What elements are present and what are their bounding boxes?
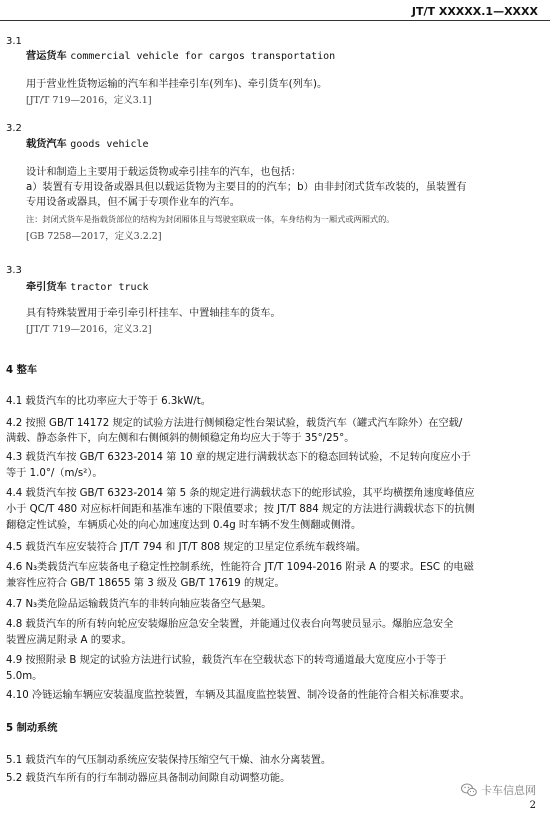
definition-text: a）装置有专用设备或器具但以载运货物为主要目的的汽车；b）由非封闭式货车改装的，虽装置有	[26, 182, 467, 193]
clause-line: 4.10 冷链运输车辆应安装温度监控装置，车辆及其温度监控装置、制冷设备的性能符合相关标准要求。	[6, 690, 470, 701]
definition-text: 设计和制造上主要用于载运货物或牵引挂车的汽车，也包括：	[26, 167, 302, 178]
clause-line: 小于 QC/T 480 对应标杆间距和基准车速的下限值要求；按 JT/T 884 规定的方法进行满载状态下的抗侧	[6, 504, 475, 515]
section-heading: 5 制动系统	[6, 723, 58, 734]
clause-line: 4.2 按照 GB/T 14172 规定的试验方法进行侧倾稳定性台架试验，载货汽车（罐式汽车除外）在空载/	[6, 418, 463, 429]
section-heading: 4 整车	[6, 365, 38, 376]
clause-line: 4.8 载货汽车的所有转向轮应安装爆胎应急安全装置，并能通过仪表台向驾驶员显示。爆胎应急安全	[6, 619, 454, 630]
definition-term	[26, 50, 335, 64]
clause-line: 4.9 按照附录 B 规定的试验方法进行试验，载货汽车在空载状态下的转弯通道最大宽度应小于等于	[6, 655, 447, 666]
clause-line: 4.4 载货汽车按 GB/T 6323-2014 第 5 条的规定进行满载状态下的蛇形试验，其平均横摆角速度峰值应	[6, 488, 475, 499]
clause-line: 等于 1.0°/（m/s²）。	[6, 468, 103, 479]
term-chinese: 营运货车	[26, 51, 67, 62]
wechat-icon	[461, 783, 477, 797]
definition-text: 具有特殊装置用于牵引牵引杆挂车、中置轴挂车的货车。	[26, 308, 281, 319]
clause-line: 4.7 N₃类危险品运输载货汽车的非转向轴应装备空气悬架。	[6, 599, 272, 610]
definition-reference: [JT/T 719—2016，定义3.1]	[26, 95, 152, 106]
standard-code-header: JT/T XXXXX.1—XXXX	[411, 5, 538, 18]
clause-line: 满载、静态条件下，向左侧和右侧倾斜的侧倾稳定角均应大于等于 35°/25°。	[6, 433, 355, 444]
definition-note: 注：封闭式货车是指载货部位的结构为封闭厢体且与驾驶室联成一体，车身结构为一厢式或两厢式的。	[26, 214, 395, 224]
clause-line: 4.1 载货汽车的比功率应大于等于 6.3kW/t。	[6, 396, 211, 407]
clause-line: 4.3 载货汽车按 GB/T 6323-2014 第 10 章的规定进行满载状态下的稳态回转试验，不足转向度应小于	[6, 452, 471, 463]
definition-text: 用于营业性货物运输的汽车和半挂牵引车(列车)、牵引货车(列车)。	[26, 79, 328, 90]
term-english: goods vehicle	[70, 139, 149, 150]
watermark	[461, 782, 536, 798]
definition-term	[26, 281, 149, 295]
term-english: commercial vehicle for cargos transportation	[70, 51, 336, 62]
clause-line: 5.2 载货汽车所有的行车制动器应具备制动间隙自动调整功能。	[6, 773, 291, 784]
term-chinese: 载货汽车	[26, 139, 67, 150]
watermark-text: 卡车信息网	[481, 784, 536, 797]
term-chinese: 牵引货车	[26, 282, 67, 293]
page-number: 2	[529, 800, 536, 811]
clause-line: 4.5 载货汽车应安装符合 JT/T 794 和 JT/T 808 规定的卫星定位系统车载终端。	[6, 542, 367, 553]
definition-reference: [GB 7258—2017，定义3.2.2]	[26, 231, 162, 242]
definition-text: 专用设备或器具，但不属于专项作业车的汽车。	[26, 197, 240, 208]
term-english: tractor truck	[70, 282, 149, 293]
definition-number: 3.3	[6, 265, 22, 276]
definition-term	[26, 138, 149, 152]
clause-line: 4.6 N₃类载货汽车应装备电子稳定性控制系统，性能符合 JT/T 1094-2016 附录 A 的要求。ESC 的电磁	[6, 562, 474, 573]
clause-line: 装置应满足附录 A 的要求。	[6, 635, 132, 646]
clause-line: 兼容性应符合 GB/T 18655 第 3 级及 GB/T 17619 的规定。	[6, 578, 285, 589]
header-rule	[0, 20, 550, 21]
definition-number: 3.1	[6, 36, 22, 47]
clause-line: 5.1 载货汽车的气压制动系统应安装保持压缩空气干燥、油水分离装置。	[6, 755, 332, 766]
clause-line: 5.0m。	[6, 671, 43, 682]
definition-number: 3.2	[6, 123, 22, 134]
clause-line: 翻稳定性试验，车辆质心处的向心加速度达到 0.4g 时车辆不发生侧翻或侧滑。	[6, 520, 362, 531]
definition-reference: [JT/T 719—2016，定义3.2]	[26, 324, 152, 335]
